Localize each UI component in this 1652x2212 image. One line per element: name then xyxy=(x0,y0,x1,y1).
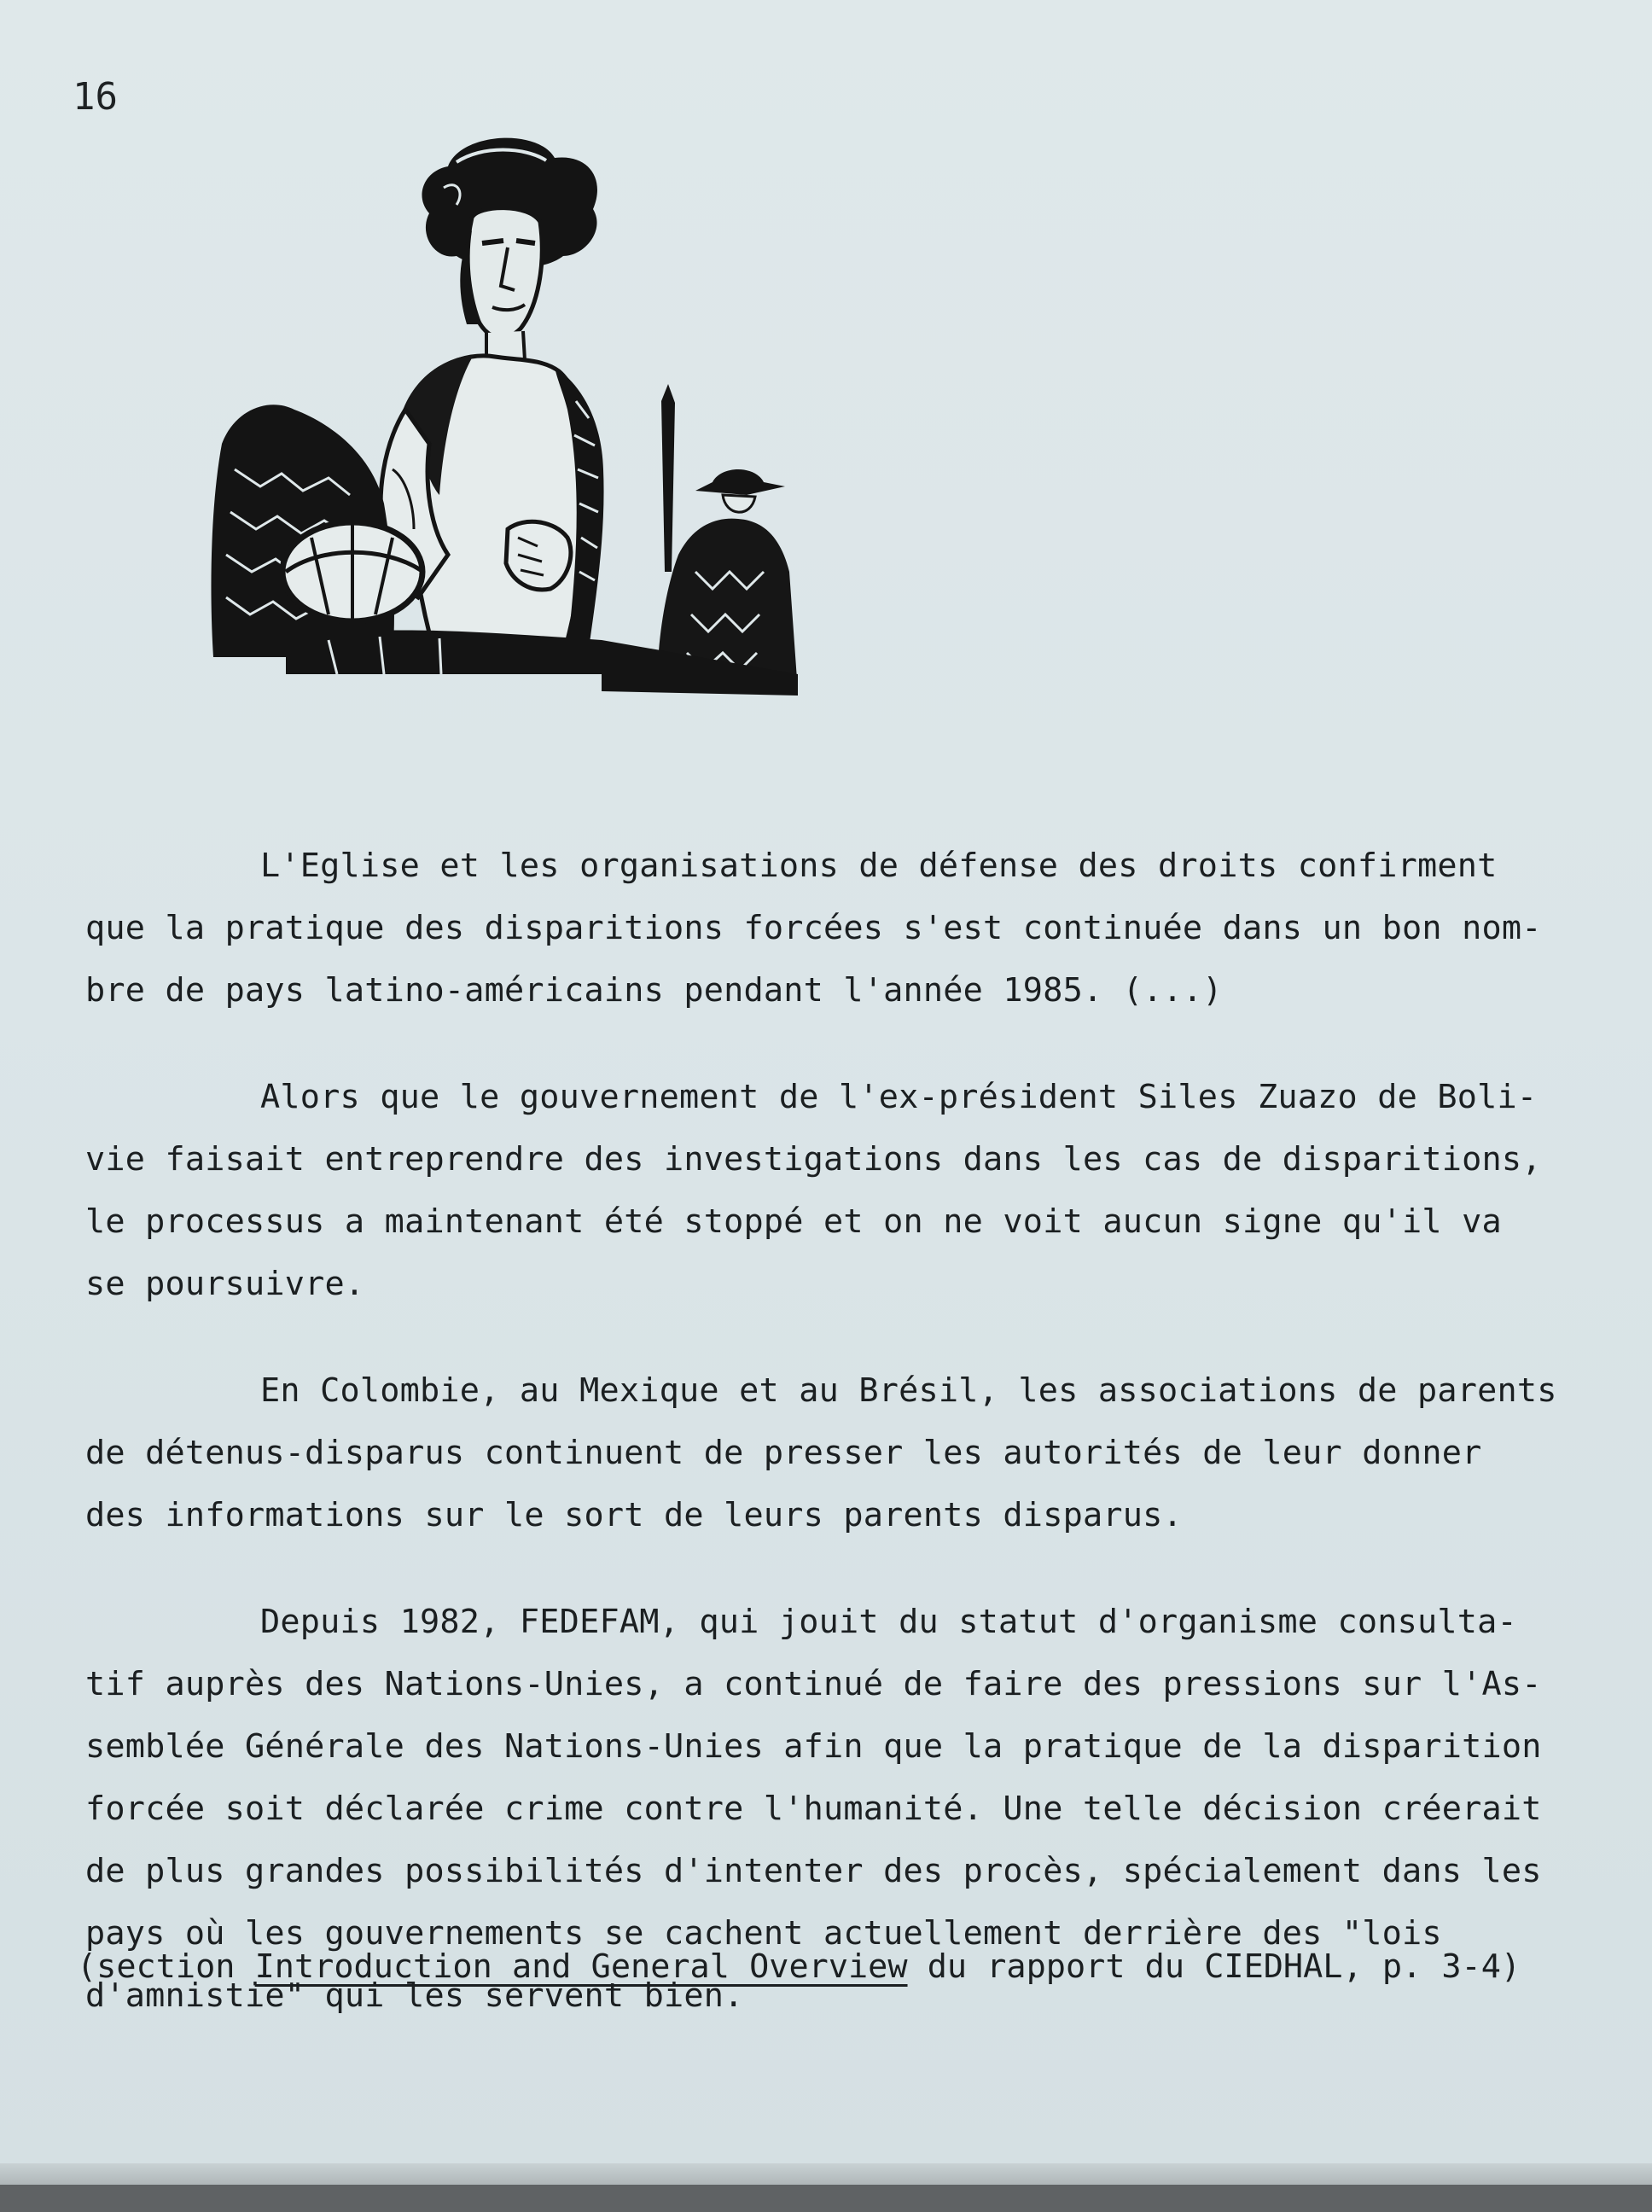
text-line: de plus grandes possibilités d'intenter des procès, spécialement dans les xyxy=(85,1852,1542,1890)
paragraph-1 xyxy=(85,835,1621,1022)
source-citation xyxy=(77,1941,1521,1993)
text-line: vie faisait entreprendre des investigations dans les cas de disparitions, xyxy=(85,1140,1542,1179)
text-line: En Colombie, au Mexique et au Brésil, les associations de parents xyxy=(260,1371,1557,1410)
paragraph-3 xyxy=(85,1359,1621,1546)
text-line: le processus a maintenant été stoppé et on ne voit aucun signe qu'il va xyxy=(85,1202,1502,1241)
page-number: 16 xyxy=(73,75,118,119)
citation-report-title: Introduction and General Overview xyxy=(254,1947,908,1986)
citation-suffix: du rapport du CIEDHAL, p. 3-4) xyxy=(907,1947,1521,1986)
paragraph-2 xyxy=(85,1066,1621,1315)
body-text xyxy=(85,835,1621,2071)
text-line: semblée Générale des Nations-Unies afin que la pratique de la disparition xyxy=(85,1727,1542,1766)
text-line: se poursuivre. xyxy=(85,1265,365,1303)
page-edge xyxy=(0,2163,1652,2185)
background-figure xyxy=(695,469,785,495)
citation-prefix: (section xyxy=(77,1947,255,1986)
woodcut-illustration xyxy=(201,128,798,734)
text-line: Depuis 1982, FEDEFAM, qui jouit du statut d'organisme consulta- xyxy=(260,1603,1517,1641)
text-line: de détenus-disparus continuent de presser les autorités de leur donner xyxy=(85,1434,1482,1472)
text-line: d'amnistie" qui les servent bien. xyxy=(85,1976,744,2015)
text-line: Alors que le gouvernement de l'ex-président Siles Zuazo de Boli- xyxy=(260,1078,1538,1116)
text-line: forcée soit déclarée crime contre l'humanité. Une telle décision créerait xyxy=(85,1790,1542,1828)
text-line: L'Eglise et les organisations de défense des droits confirment xyxy=(260,847,1498,885)
text-line: pays où les gouvernements se cachent actuellement derrière des "lois xyxy=(85,1914,1442,1953)
text-line: que la pratique des disparitions forcées s'est continuée dans un bon nom- xyxy=(85,909,1542,947)
text-line: bre de pays latino-américains pendant l'année 1985. (...) xyxy=(85,971,1223,1010)
text-line: des informations sur le sort de leurs parents disparus. xyxy=(85,1496,1183,1534)
text-line: tif auprès des Nations-Unies, a continué de faire des pressions sur l'As- xyxy=(85,1665,1542,1703)
